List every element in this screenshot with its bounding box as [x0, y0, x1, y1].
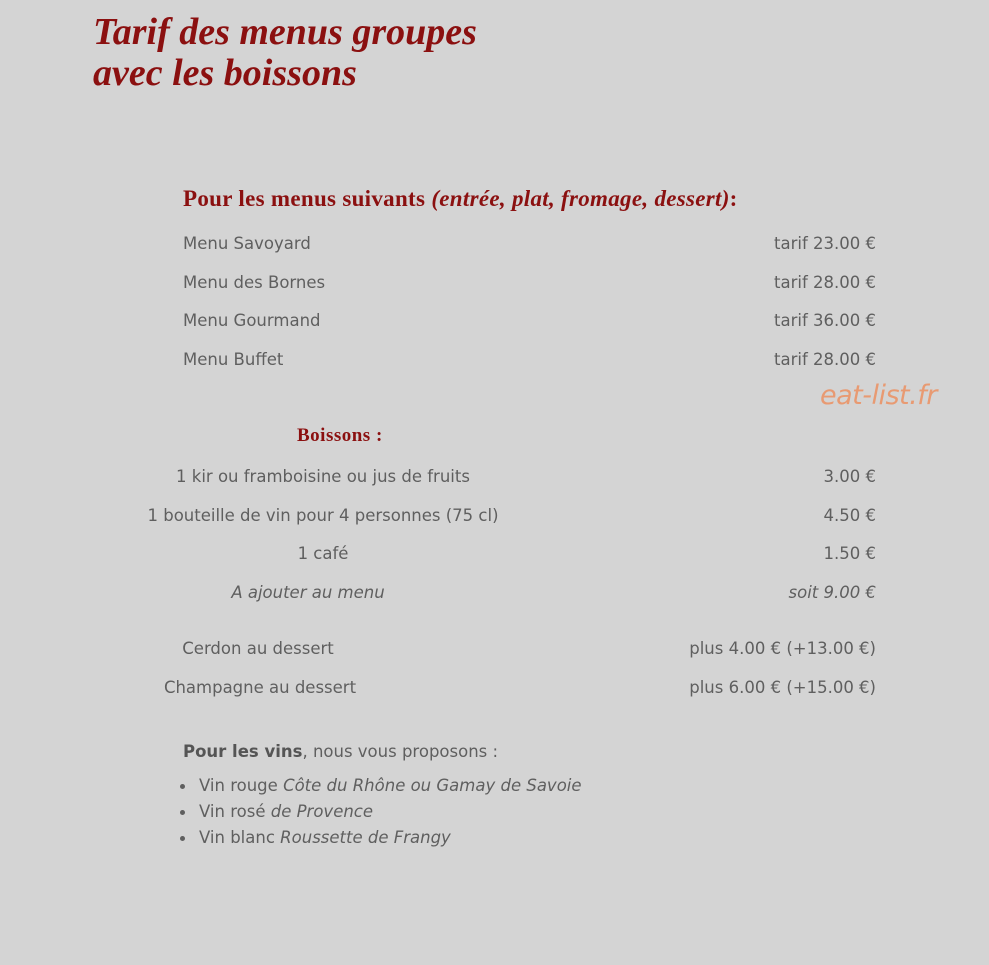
- extra-name-text: Champagne au dessert: [163, 678, 357, 697]
- drink-name-text: 1 café: [297, 544, 349, 563]
- menu-row-buffet: [0, 348, 989, 372]
- menu-name: Menu des Bornes: [183, 273, 326, 292]
- page-title-line-1: Tarif des menus groupes: [93, 11, 477, 53]
- drink-name-text: 1 kir ou framboisine ou jus de fruits: [176, 467, 470, 486]
- boissons-heading: Boissons :: [297, 425, 383, 446]
- drink-row-kir: [0, 465, 989, 489]
- wine-type: Vin rosé: [199, 802, 266, 821]
- menu-row-bornes: [0, 271, 989, 295]
- menu-row-gourmand: [0, 309, 989, 333]
- wines-intro-rest: , nous vous proposons :: [302, 742, 499, 761]
- list-item: [199, 825, 582, 851]
- page-title-line-2: avec les boissons: [93, 52, 357, 94]
- menus-heading-label: Pour les menus suivants: [183, 186, 426, 211]
- menu-name: Menu Savoyard: [183, 234, 311, 253]
- menus-heading: [183, 186, 738, 212]
- drink-row-cafe: [0, 542, 989, 566]
- wine-origin: Côte du Rhône ou Gamay de Savoie: [283, 776, 582, 795]
- drink-name-text: A ajouter au menu: [231, 583, 385, 602]
- menu-name: Menu Buffet: [183, 350, 284, 369]
- wine-origin: Roussette de Frangy: [280, 828, 451, 847]
- wine-origin: de Provence: [270, 802, 374, 821]
- extra-row-cerdon: [0, 637, 989, 661]
- menu-price: tarif 36.00 €: [774, 311, 876, 330]
- drink-price: 4.50 €: [823, 506, 876, 525]
- extra-price: plus 4.00 € (+13.00 €): [689, 639, 876, 658]
- watermark: eat-list.fr: [820, 380, 937, 411]
- menu-price: tarif 28.00 €: [774, 273, 876, 292]
- drink-price: soit 9.00 €: [788, 583, 876, 602]
- page-title: [93, 12, 477, 94]
- wine-type: Vin rouge: [199, 776, 278, 795]
- list-item: [199, 799, 582, 825]
- drink-row-vin: [0, 504, 989, 528]
- menu-name: Menu Gourmand: [183, 311, 321, 330]
- extra-row-champagne: [0, 676, 989, 700]
- menu-price: tarif 28.00 €: [774, 350, 876, 369]
- extra-name-text: Cerdon au dessert: [182, 639, 334, 658]
- drink-price: 1.50 €: [823, 544, 876, 563]
- menu-row-savoyard: [0, 232, 989, 256]
- drink-row-total: [0, 581, 989, 605]
- wines-list: [199, 773, 582, 851]
- wine-type: Vin blanc: [199, 828, 275, 847]
- extra-price: plus 6.00 € (+15.00 €): [689, 678, 876, 697]
- menus-heading-detail: (entrée, plat, fromage, dessert): [431, 186, 730, 211]
- list-item: [199, 773, 582, 799]
- drink-price: 3.00 €: [823, 467, 876, 486]
- wines-intro: [183, 740, 498, 764]
- menus-heading-colon: :: [729, 186, 738, 211]
- wines-intro-bold: Pour les vins: [183, 742, 303, 761]
- menu-price: tarif 23.00 €: [774, 234, 876, 253]
- drink-name-text: 1 bouteille de vin pour 4 personnes (75 cl): [147, 506, 499, 525]
